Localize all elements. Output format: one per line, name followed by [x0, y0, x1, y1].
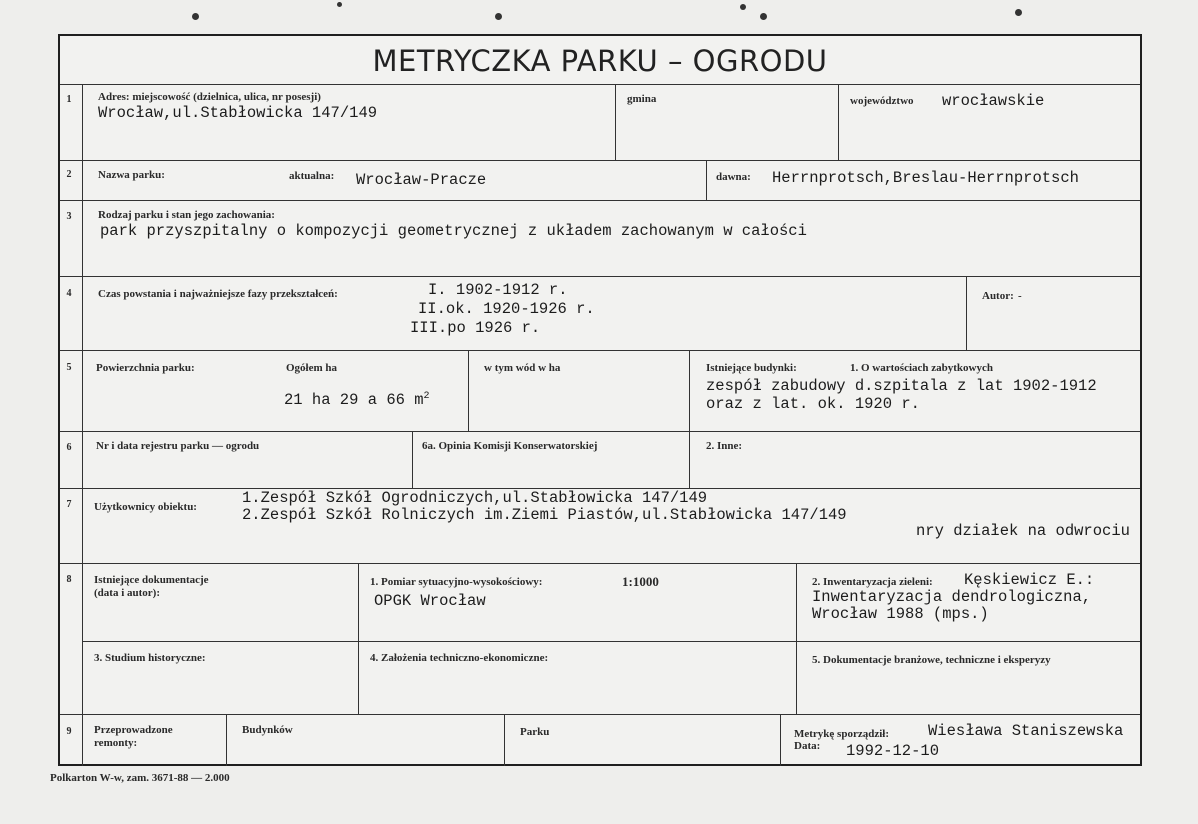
survey-scale: 1:1000 — [622, 574, 659, 589]
buildings-repairs-label: Budynków — [242, 724, 293, 736]
docs-label: Istniejące dokumentacje — [94, 574, 209, 586]
user-2: 2.Zespół Szkół Rolniczych im.Ziemi Piastów,ul.Stabłowicka 147/149 — [242, 506, 847, 524]
author-label: Autor: — [982, 290, 1014, 302]
greenery-inventory-label: 2. Inwentaryzacja zieleni: — [812, 576, 933, 588]
author-value: - — [1018, 290, 1022, 302]
address-label: Adres: miejscowość (dzielnica, ulica, nr posesji) — [98, 91, 321, 103]
voivodeship-label: województwo — [850, 95, 914, 107]
area-value-text: 21 ha 29 a 66 m — [284, 391, 424, 410]
punch-hole — [495, 13, 502, 20]
punch-hole — [192, 13, 199, 20]
park-type-label: Rodzaj parku i stan jego zachowania: — [98, 209, 275, 221]
park-repairs-label: Parku — [520, 726, 550, 738]
park-record-card — [58, 34, 1142, 766]
voivodeship-value: wrocławskie — [942, 92, 1045, 110]
repairs-label: Przeprowadzone — [94, 724, 173, 736]
other-label: 2. Inne: — [706, 440, 743, 452]
users-label: Użytkownicy obiektu: — [94, 501, 197, 513]
row-number: 4 — [66, 288, 72, 299]
inventory-value-line2: Inwentaryzacja dendrologiczna, — [812, 588, 1092, 606]
survey-value: OPGK Wrocław — [374, 592, 486, 610]
water-area-label: w tym wód w ha — [484, 362, 561, 374]
row-number: 5 — [66, 362, 72, 373]
row-number: 1 — [66, 94, 72, 105]
gmina-label: gmina — [627, 93, 657, 105]
survey-label: 1. Pomiar sytuacyjno-wysokościowy: — [370, 576, 543, 588]
current-name-value: Wrocław-Pracze — [356, 171, 487, 189]
docs-label-sub: (data i autor): — [94, 587, 160, 599]
punch-hole — [1015, 9, 1022, 16]
repairs-label-sub: remonty: — [94, 737, 138, 749]
row-number: 3 — [66, 211, 72, 222]
punch-hole — [337, 2, 342, 7]
area-value — [284, 388, 430, 409]
phase-1: I. 1902-1912 r. — [428, 281, 568, 299]
form-title: METRYCZKA PARKU – OGRODU — [372, 44, 828, 78]
park-name-label: Nazwa parku: — [98, 169, 165, 181]
address-value: Wrocław,ul.Stabłowicka 147/149 — [98, 104, 378, 122]
former-name-value: Herrnprotsch,Breslau-Herrnprotsch — [772, 169, 1079, 187]
user-1: 1.Zespół Szkół Ogrodniczych,ul.Stabłowicka 147/149 — [242, 489, 708, 507]
tech-economic-label: 4. Założenia techniczno-ekonomiczne: — [370, 652, 549, 664]
history-phases-label: Czas powstania i najważniejsze fazy przekształceń: — [98, 288, 338, 300]
buildings-value-line1: zespół zabudowy d.szpitala z lat 1902-1912 — [706, 377, 1097, 395]
row-number: 6 — [66, 442, 72, 453]
row-number: 2 — [66, 169, 72, 180]
date-label: Data: — [794, 740, 821, 752]
date-value: 1992-12-10 — [846, 742, 940, 760]
park-type-value: park przyszpitalny o kompozycji geometrycznej z układem zachowanym w całości — [100, 222, 807, 240]
branch-docs-label: 5. Dokumentacje branżowe, techniczne i eksperyzy — [812, 654, 1051, 666]
conservation-opinion-label: 6a. Opinia Komisji Konserwatorskiej — [422, 440, 598, 452]
row-number: 7 — [66, 499, 72, 510]
inventory-value-line3: Wrocław 1988 (mps.) — [812, 605, 989, 623]
printer-footer: Polkarton W-w, zam. 3671-88 — 2.000 — [50, 772, 230, 784]
area-unit-exponent: 2 — [423, 391, 430, 402]
row-number: 9 — [66, 726, 72, 737]
plots-note: nry działek na odwrociu — [916, 522, 1130, 540]
total-area-label: Ogółem ha — [286, 362, 338, 374]
buildings-value-line2: oraz z lat. ok. 1920 r. — [706, 395, 920, 413]
current-name-label: aktualna: — [289, 170, 335, 182]
prepared-by-label: Metrykę sporządził: — [794, 728, 889, 740]
phase-3: III.po 1926 r. — [410, 319, 541, 337]
inventory-value-line1: Kęskiewicz E.: — [964, 571, 1095, 589]
historical-study-label: 3. Studium historyczne: — [94, 652, 206, 664]
phase-2: II.ok. 1920-1926 r. — [418, 300, 595, 318]
prepared-by-value: Wiesława Staniszewska — [928, 722, 1124, 740]
area-label: Powierzchnia parku: — [96, 362, 195, 374]
buildings-label: Istniejące budynki: — [706, 362, 797, 374]
historic-buildings-label: 1. O wartościach zabytkowych — [850, 362, 993, 374]
punch-hole — [760, 13, 767, 20]
punch-hole — [740, 4, 746, 10]
former-name-label: dawna: — [716, 171, 751, 183]
register-label: Nr i data rejestru parku — ogrodu — [96, 440, 260, 452]
row-number: 8 — [66, 574, 72, 585]
